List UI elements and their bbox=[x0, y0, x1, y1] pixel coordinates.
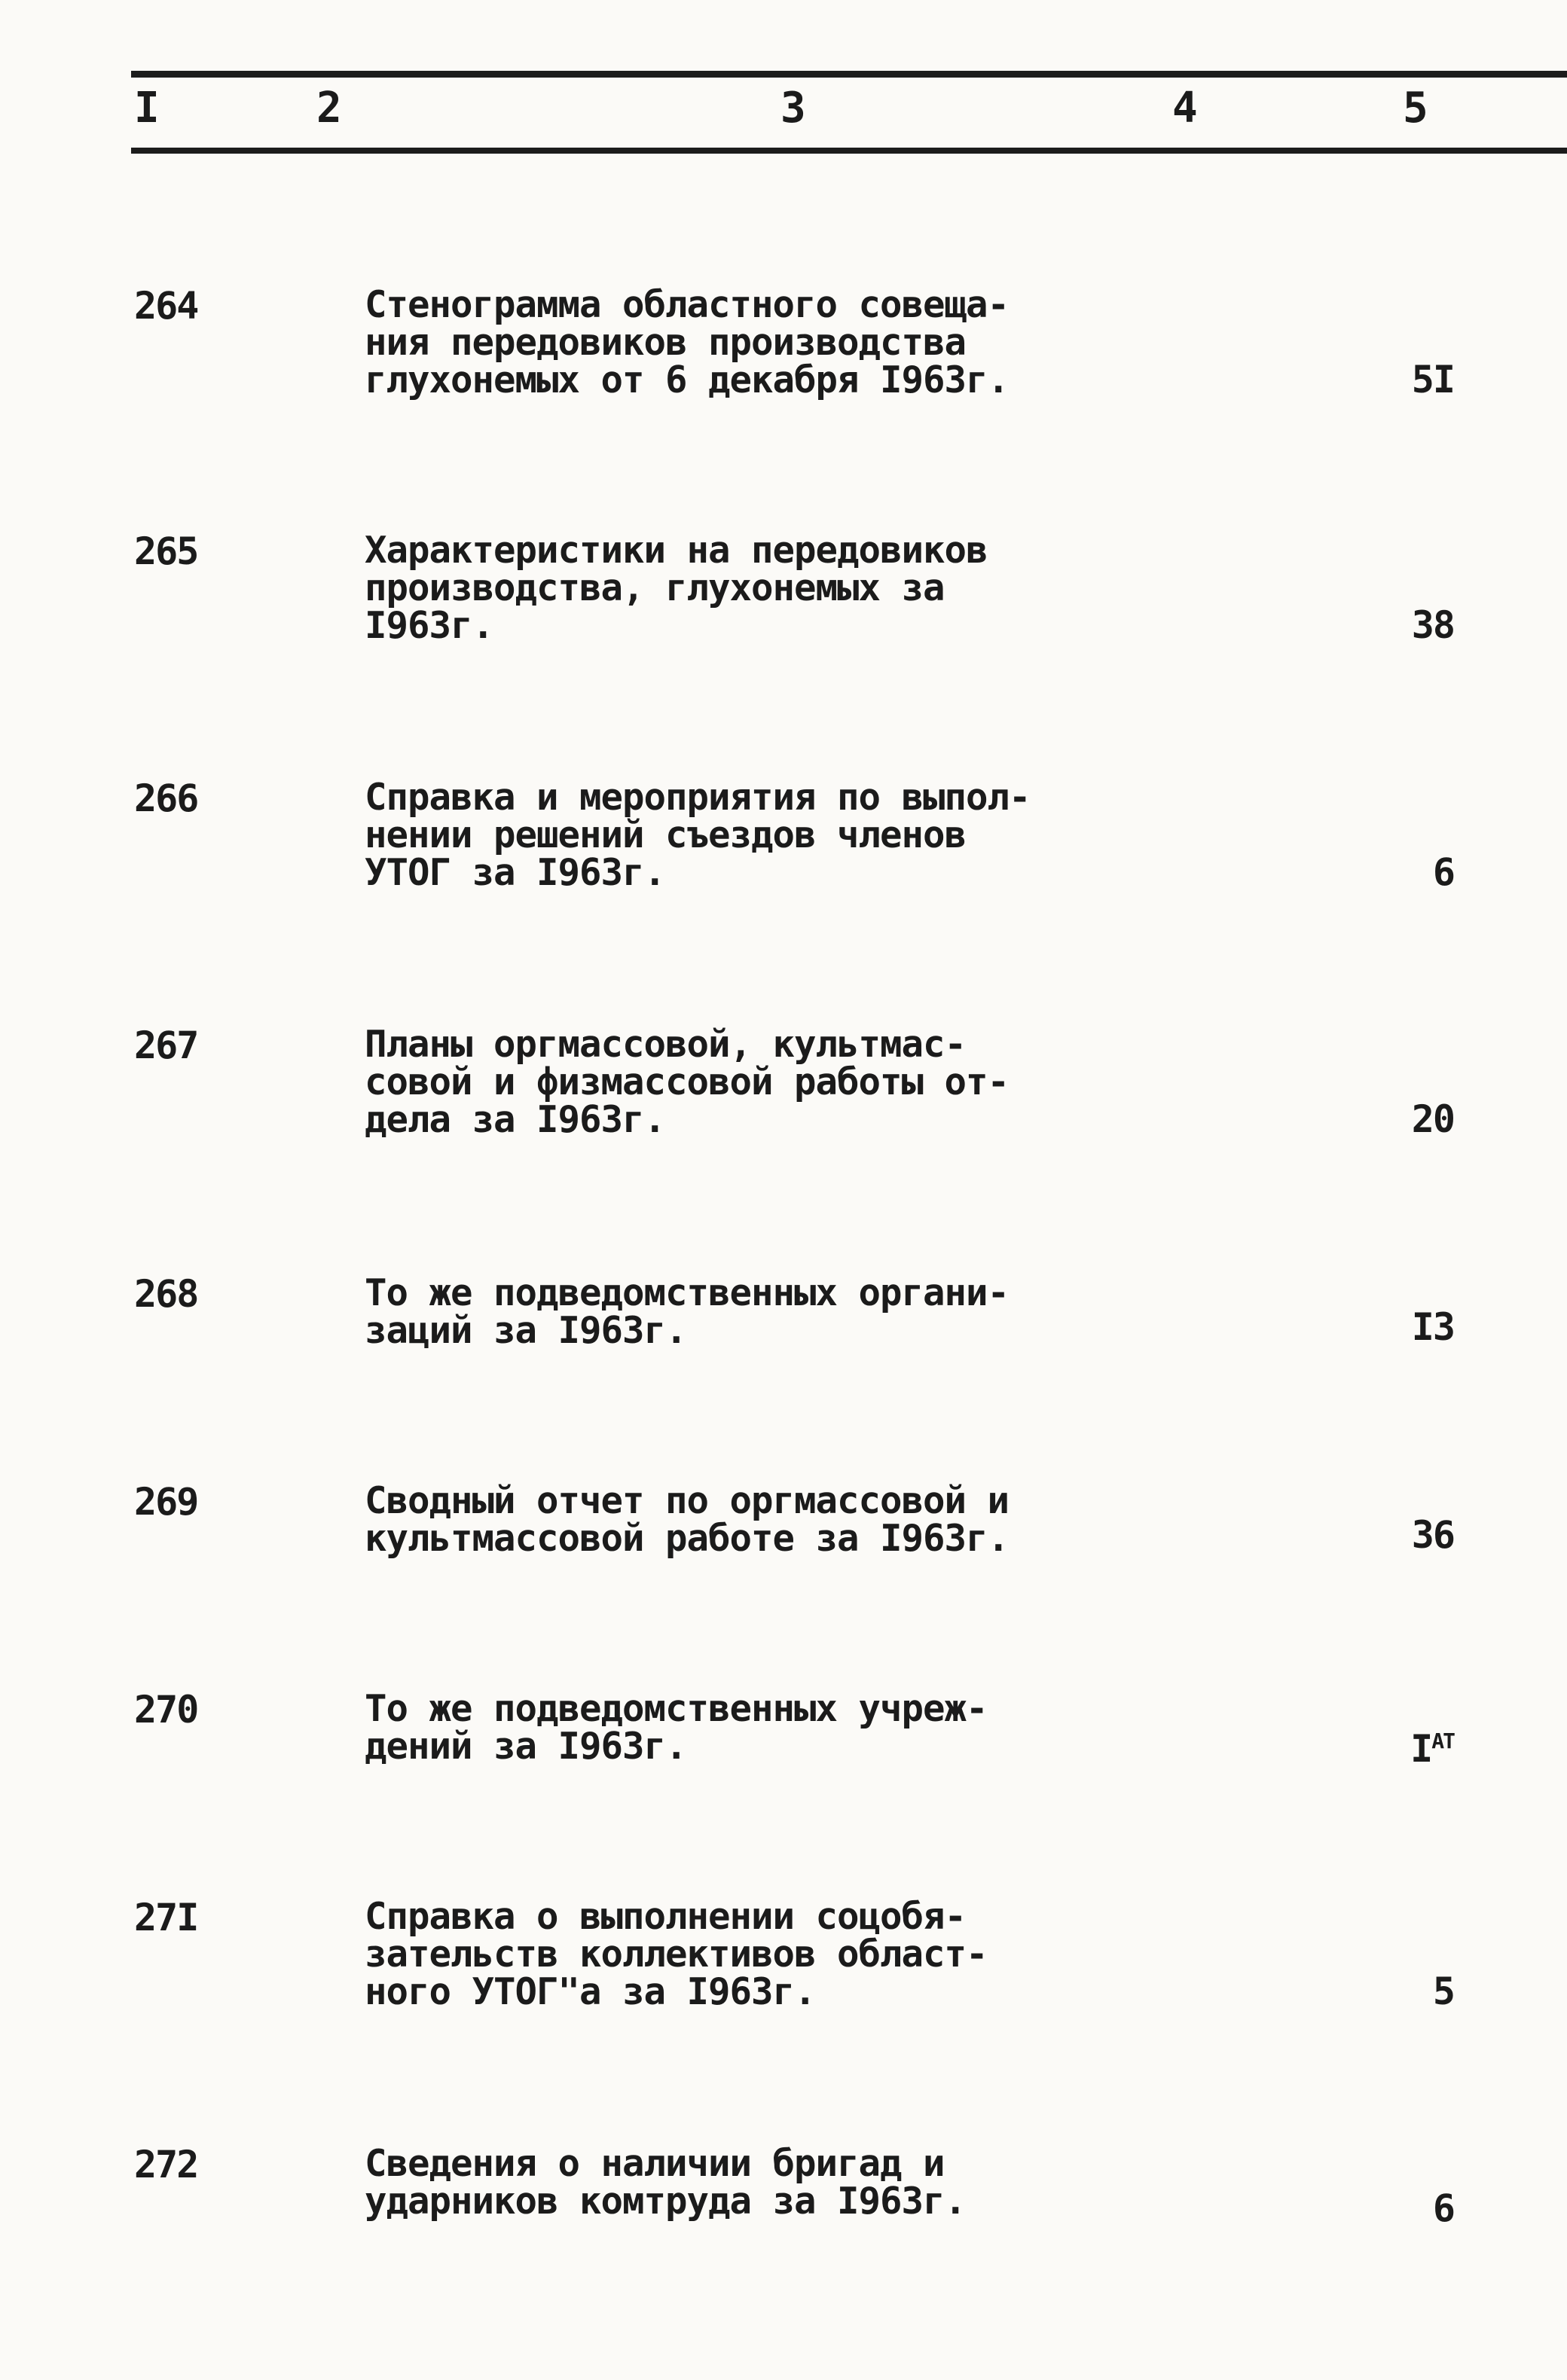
row-sheet-count bbox=[1410, 1722, 1454, 1771]
header-col-2: 2 bbox=[316, 84, 342, 133]
row-sheet-count: 6 bbox=[1432, 850, 1454, 894]
row-description: То же подведомственных органи- заций за I963г. bbox=[365, 1271, 1010, 1352]
row-description: Справка о выполнении соцобя- зательств коллективов област- ного УТОГ"а за I963г. bbox=[365, 1895, 988, 2013]
row-sheet-count: 5I bbox=[1411, 358, 1454, 401]
row-description: Стенограмма областного совеща- ния передовиков производства глухонемых от 6 декабря I963г. bbox=[365, 283, 1010, 401]
row-sheet-count: I3 bbox=[1411, 1305, 1454, 1349]
row-number: 27I bbox=[134, 1896, 198, 1939]
row-description: Планы оргмассовой, культмас- совой и физмассовой работы от- дела за I963г. bbox=[365, 1023, 1010, 1141]
row-number: 265 bbox=[134, 529, 198, 573]
row-sheet-count: 6 bbox=[1432, 2186, 1454, 2230]
row-description: Сводный отчет по оргмассовой и культмассовой работе за I963г. bbox=[365, 1479, 1010, 1560]
row-description: Сведения о наличии бригад и ударников комтруда за I963г. bbox=[365, 2142, 967, 2223]
header-col-1: I bbox=[134, 84, 160, 133]
header-col-3: 3 bbox=[780, 84, 806, 133]
row-number: 270 bbox=[134, 1688, 198, 1732]
row-number: 264 bbox=[134, 284, 198, 328]
row-description: Характеристики на передовиков производства, глухонемых за I963г. bbox=[365, 529, 988, 647]
row-number: 267 bbox=[134, 1024, 198, 1067]
row-sheet-count-suffix: АТ bbox=[1431, 1729, 1454, 1753]
header-bottom-rule bbox=[131, 148, 1567, 154]
row-number: 266 bbox=[134, 777, 198, 820]
row-number: 269 bbox=[134, 1480, 198, 1524]
row-number: 268 bbox=[134, 1272, 198, 1316]
row-sheet-count: 38 bbox=[1411, 603, 1454, 647]
row-description: То же подведомственных учреж- дений за I963г. bbox=[365, 1687, 988, 1768]
row-sheet-count: 36 bbox=[1411, 1513, 1454, 1557]
header-top-rule bbox=[131, 71, 1567, 78]
header-col-5: 5 bbox=[1403, 84, 1428, 133]
row-sheet-count: 20 bbox=[1411, 1097, 1454, 1141]
row-description: Справка и мероприятия по выпол- нении решений съездов членов УТОГ за I963г. bbox=[365, 776, 1031, 894]
row-number: 272 bbox=[134, 2143, 198, 2186]
header-col-4: 4 bbox=[1172, 84, 1198, 133]
row-sheet-count-value: I bbox=[1410, 1727, 1432, 1771]
row-sheet-count: 5 bbox=[1432, 1970, 1454, 2013]
